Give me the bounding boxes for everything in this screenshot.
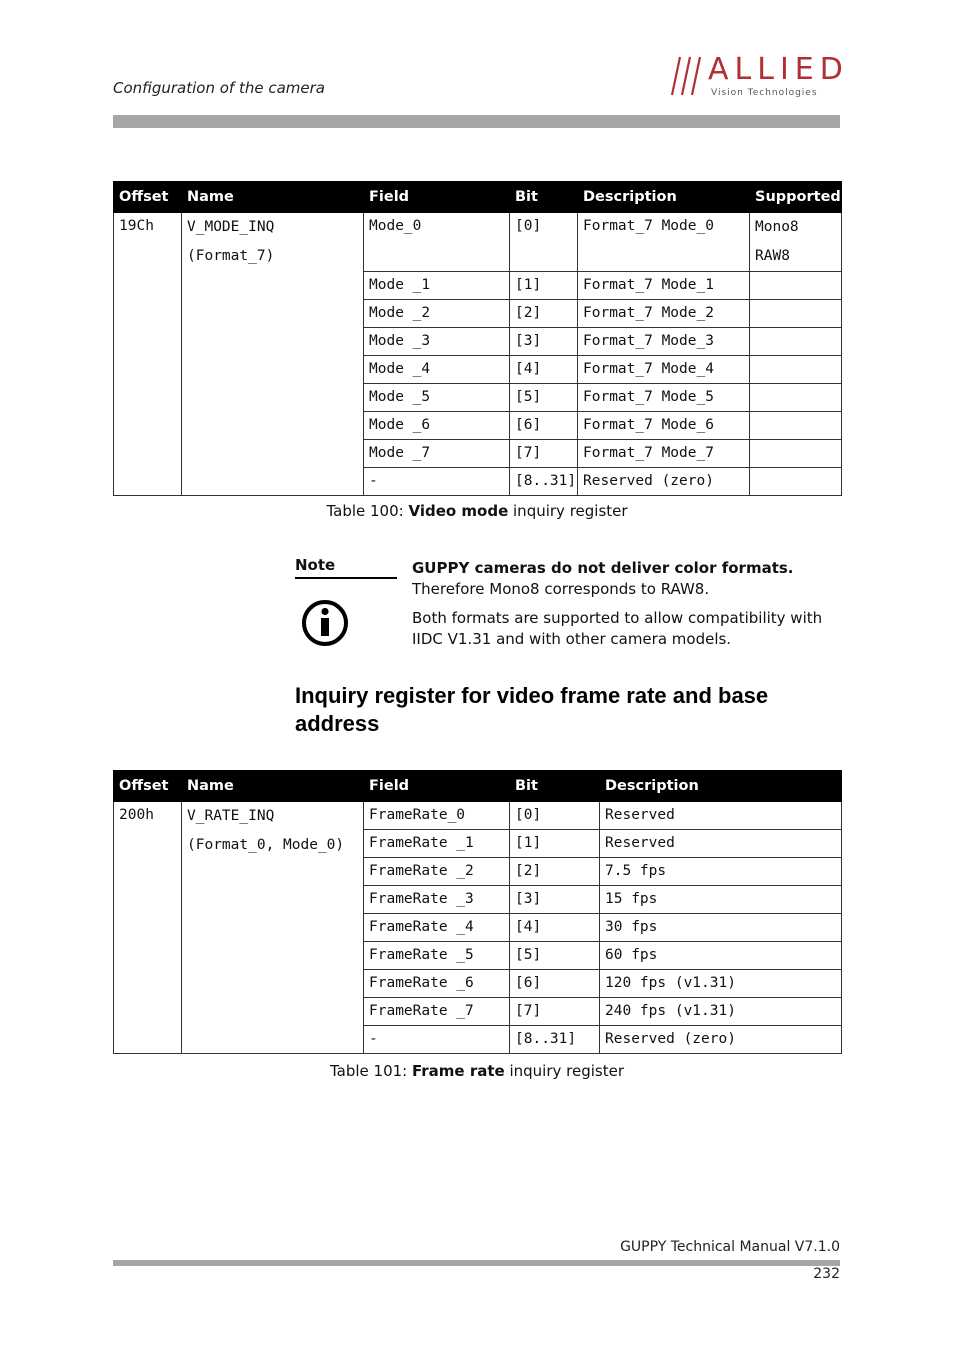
column-header: Offset: [114, 182, 182, 213]
table-cell: Format_7 Mode_6: [578, 412, 750, 440]
table-cell: FrameRate _2: [364, 858, 510, 886]
table-cell: Format_7 Mode_1: [578, 272, 750, 300]
table-cell: Reserved (zero): [578, 468, 750, 496]
table-cell: Format_7 Mode_5: [578, 384, 750, 412]
column-header: Description: [578, 182, 750, 213]
logo-slashes-icon: [670, 55, 710, 97]
caption-bold: Frame rate: [412, 1062, 505, 1080]
table-cell: [7]: [510, 440, 578, 468]
table-cell: Mode_0: [364, 213, 510, 272]
caption-prefix: Table 100:: [326, 502, 409, 520]
table-cell: FrameRate_0: [364, 802, 510, 830]
column-header: Bit: [510, 771, 600, 802]
table-cell: [3]: [510, 328, 578, 356]
logo-subtitle: Vision Technologies: [711, 88, 818, 98]
table-cell: Mode _6: [364, 412, 510, 440]
table-cell: Reserved: [600, 802, 842, 830]
caption-suffix: inquiry register: [508, 502, 628, 520]
running-header: Configuration of the camera: [113, 79, 325, 97]
table-cell: FrameRate _7: [364, 998, 510, 1026]
header-rule: [113, 115, 840, 128]
table-cell: 60 fps: [600, 942, 842, 970]
note-paragraph: [412, 558, 842, 600]
column-header: Supported: [750, 182, 842, 213]
table-cell: [750, 356, 842, 384]
caption-suffix: inquiry register: [504, 1062, 624, 1080]
column-header: Bit: [510, 182, 578, 213]
table-cell: [8..31]: [510, 468, 578, 496]
column-header: Name: [182, 771, 364, 802]
table-header-row: [114, 182, 842, 213]
column-header: Offset: [114, 771, 182, 802]
table-header-row: [114, 771, 842, 802]
table-cell: 30 fps: [600, 914, 842, 942]
table-cell: [6]: [510, 970, 600, 998]
table-cell: Mode _5: [364, 384, 510, 412]
page-number: 232: [813, 1266, 840, 1282]
table-row: [114, 213, 842, 272]
table-cell: [5]: [510, 942, 600, 970]
table-cell: [750, 440, 842, 468]
table-cell: FrameRate _4: [364, 914, 510, 942]
note-text: [412, 558, 842, 658]
table-cell: [750, 213, 842, 272]
table-cell: [5]: [510, 384, 578, 412]
note-paragraph: Both formats are supported to allow compatibility with IIDC V1.31 and with other camera models.: [412, 609, 823, 648]
table-caption: [113, 1062, 841, 1080]
table-cell: [750, 300, 842, 328]
table-cell: [0]: [510, 802, 600, 830]
logo-wordmark: ALLIED: [708, 52, 849, 87]
frame-rate-table: [113, 770, 842, 1054]
video-mode-table: [113, 181, 842, 496]
table-cell: FrameRate _3: [364, 886, 510, 914]
table-cell: [750, 468, 842, 496]
table-cell: -: [364, 468, 510, 496]
cell-text: (Format_7): [187, 248, 275, 264]
cell-text: (Format_0, Mode_0): [187, 837, 345, 853]
footer-manual-title: GUPPY Technical Manual V7.1.0: [620, 1239, 840, 1255]
info-icon: [300, 598, 350, 648]
table-cell: 7.5 fps: [600, 858, 842, 886]
table-cell: 200h: [114, 802, 182, 1054]
note-label: Note: [295, 556, 397, 579]
caption-prefix: Table 101:: [329, 1062, 412, 1080]
table-cell: [750, 328, 842, 356]
table-cell: [6]: [510, 412, 578, 440]
table-cell: Reserved (zero): [600, 1026, 842, 1054]
table-cell: Reserved: [600, 830, 842, 858]
table-cell: [182, 802, 364, 1054]
table-cell: Format_7 Mode_2: [578, 300, 750, 328]
table-cell: -: [364, 1026, 510, 1054]
table-cell: Format_7 Mode_4: [578, 356, 750, 384]
table-row: [114, 802, 842, 830]
table-cell: FrameRate _5: [364, 942, 510, 970]
caption-bold: Video mode: [408, 502, 509, 520]
table-cell: Mode _2: [364, 300, 510, 328]
table-cell: Mode _1: [364, 272, 510, 300]
table-caption: [113, 502, 841, 520]
table-cell: [2]: [510, 858, 600, 886]
table-cell: [3]: [510, 886, 600, 914]
table-cell: [4]: [510, 914, 600, 942]
table-cell: FrameRate _1: [364, 830, 510, 858]
table-cell: Format_7 Mode_7: [578, 440, 750, 468]
table-cell: [4]: [510, 356, 578, 384]
column-header: Description: [600, 771, 842, 802]
table-cell: [750, 412, 842, 440]
table-cell: Mode _7: [364, 440, 510, 468]
table-cell: [7]: [510, 998, 600, 1026]
table-cell: [1]: [510, 830, 600, 858]
note-text-1: Therefore Mono8 corresponds to RAW8.: [412, 580, 710, 598]
allied-logo: [664, 52, 849, 102]
table-cell: 240 fps (v1.31): [600, 998, 842, 1026]
table-cell: 15 fps: [600, 886, 842, 914]
column-header: Name: [182, 182, 364, 213]
table-cell: 19Ch: [114, 213, 182, 496]
table-cell: [1]: [510, 272, 578, 300]
table-cell: Format_7 Mode_3: [578, 328, 750, 356]
column-header: Field: [364, 182, 510, 213]
table-cell: 120 fps (v1.31): [600, 970, 842, 998]
note-bold: GUPPY cameras do not deliver color formats.: [412, 559, 794, 577]
table-cell: [750, 272, 842, 300]
table-cell: [182, 213, 364, 496]
table-cell: [2]: [510, 300, 578, 328]
table-cell: Mode _3: [364, 328, 510, 356]
section-heading: Inquiry register for video frame rate and base address: [295, 683, 769, 736]
table-cell: Format_7 Mode_0: [578, 213, 750, 272]
table-cell: [0]: [510, 213, 578, 272]
cell-text: RAW8: [755, 248, 790, 264]
table-cell: [750, 384, 842, 412]
cell-text: V_MODE_INQ: [187, 219, 275, 235]
table-cell: Mode _4: [364, 356, 510, 384]
cell-text: Mono8: [755, 219, 799, 235]
table-cell: [8..31]: [510, 1026, 600, 1054]
cell-text: V_RATE_INQ: [187, 808, 275, 824]
footer-rule: [113, 1260, 840, 1266]
column-header: Field: [364, 771, 510, 802]
table-cell: FrameRate _6: [364, 970, 510, 998]
